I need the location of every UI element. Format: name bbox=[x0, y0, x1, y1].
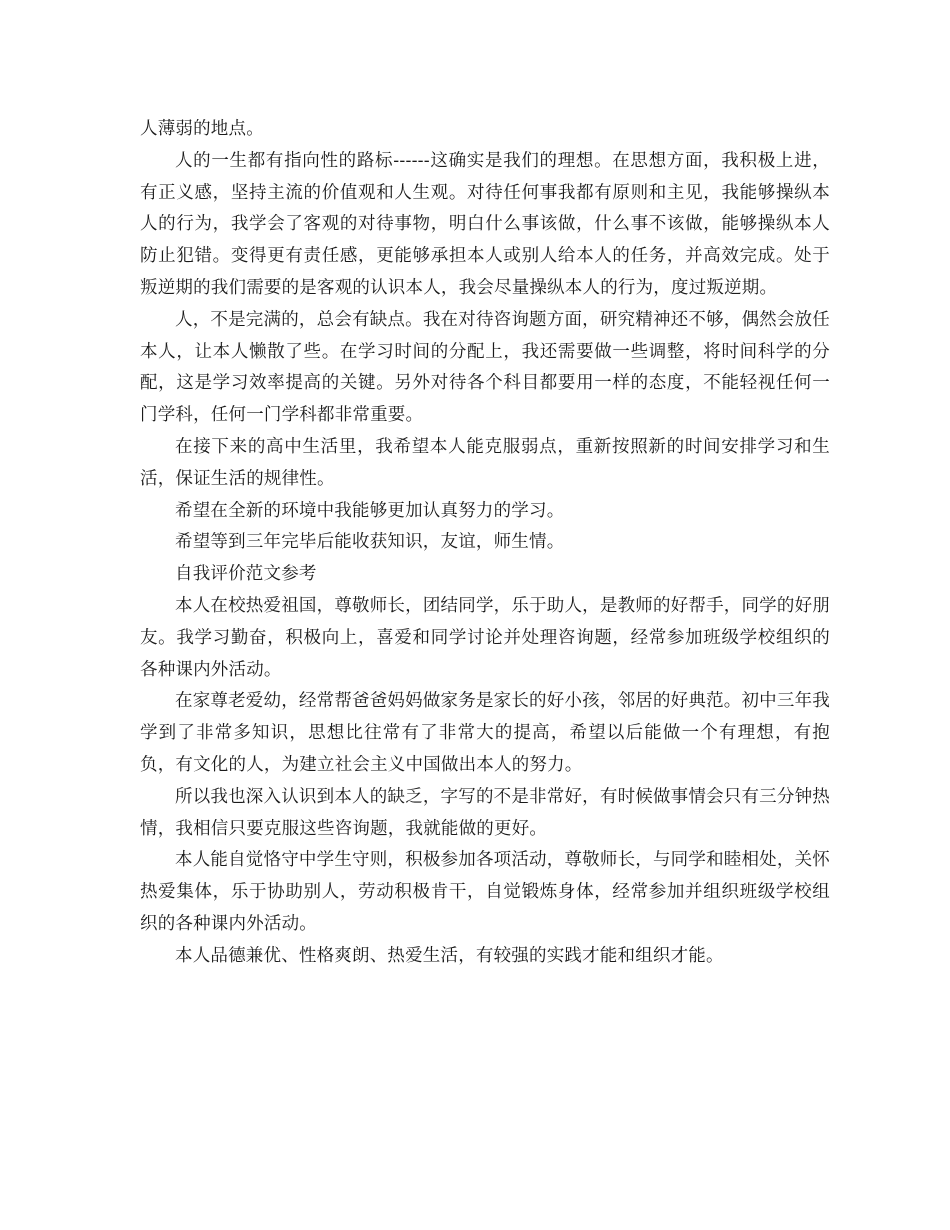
paragraph: 人薄弱的地点。 bbox=[140, 119, 264, 139]
paragraph: 本人能自觉恪守中学生守则，积极参加各项活动，尊敬师长，与同学和睦相处，关怀热爱集体，乐于协助别人，劳动积极肯干，自觉锻炼身体，经常参加并组织班级学校组织的各种课内外活动。 bbox=[140, 850, 830, 934]
paragraph: 人的一生都有指向性的路标------这确实是我们的理想。在思想方面，我积极上进，有正义感，坚持主流的价值观和人生观。对待任何事我都有原则和主见，我能够操纵本人的行为，我学会了客观的对待事物，明白什么事该做，什么事不该做，能够操纵本人防止犯错。变得更有责任感，更能够承担本人或别人给本人的任务，并高效完成。处于叛逆期的我们需要的是客观的认识本人，我会尽量操纵本人的行为，度过叛逆期。 bbox=[140, 150, 830, 298]
paragraph: 人，不是完满的，总会有缺点。我在对待咨询题方面，研究精神还不够，偶然会放任本人，让本人懒散了些。在学习时间的分配上，我还需要做一些调整，将时间科学的分配，这是学习效率提高的关键。另外对待各个科目都要用一样的态度，不能轻视任何一门学科，任何一门学科都非常重要。 bbox=[140, 309, 830, 426]
paragraph: 希望等到三年完毕后能收获知识，友谊，师生情。 bbox=[175, 532, 565, 553]
paragraph: 本人品德兼优、性格爽朗、热爱生活，有较强的实践才能和组织才能。 bbox=[175, 945, 724, 966]
paragraph: 所以我也深入认识到本人的缺乏，字写的不是非常好，有时候做事情会只有三分钟热情，我相信只要克服这些咨询题，我就能做的更好。 bbox=[140, 786, 830, 839]
paragraph: 在接下来的高中生活里，我希望本人能克服弱点，重新按照新的时间安排学习和生活，保证生活的规律性。 bbox=[140, 436, 830, 489]
paragraph: 本人在校热爱祖国，尊敬师长，团结同学，乐于助人，是教师的好帮手，同学的好朋友。我学习勤奋，积极向上，喜爱和同学讨论并处理咨询题，经常参加班级学校组织的各种课内外活动。 bbox=[140, 595, 830, 680]
paragraph: 希望在全新的环境中我能够更加认真努力的学习。 bbox=[175, 500, 565, 521]
paragraph: 在家尊老爱幼，经常帮爸爸妈妈做家务是家长的好小孩，邻居的好典范。初中三年我学到了非常多知识，思想比往常有了非常大的提高，希望以后能做一个有理想，有抱负，有文化的人，为建立社会主义中国做出本人的努力。 bbox=[140, 691, 830, 775]
document-body bbox=[140, 114, 830, 973]
section-heading: 自我评价范文参考 bbox=[175, 564, 317, 585]
